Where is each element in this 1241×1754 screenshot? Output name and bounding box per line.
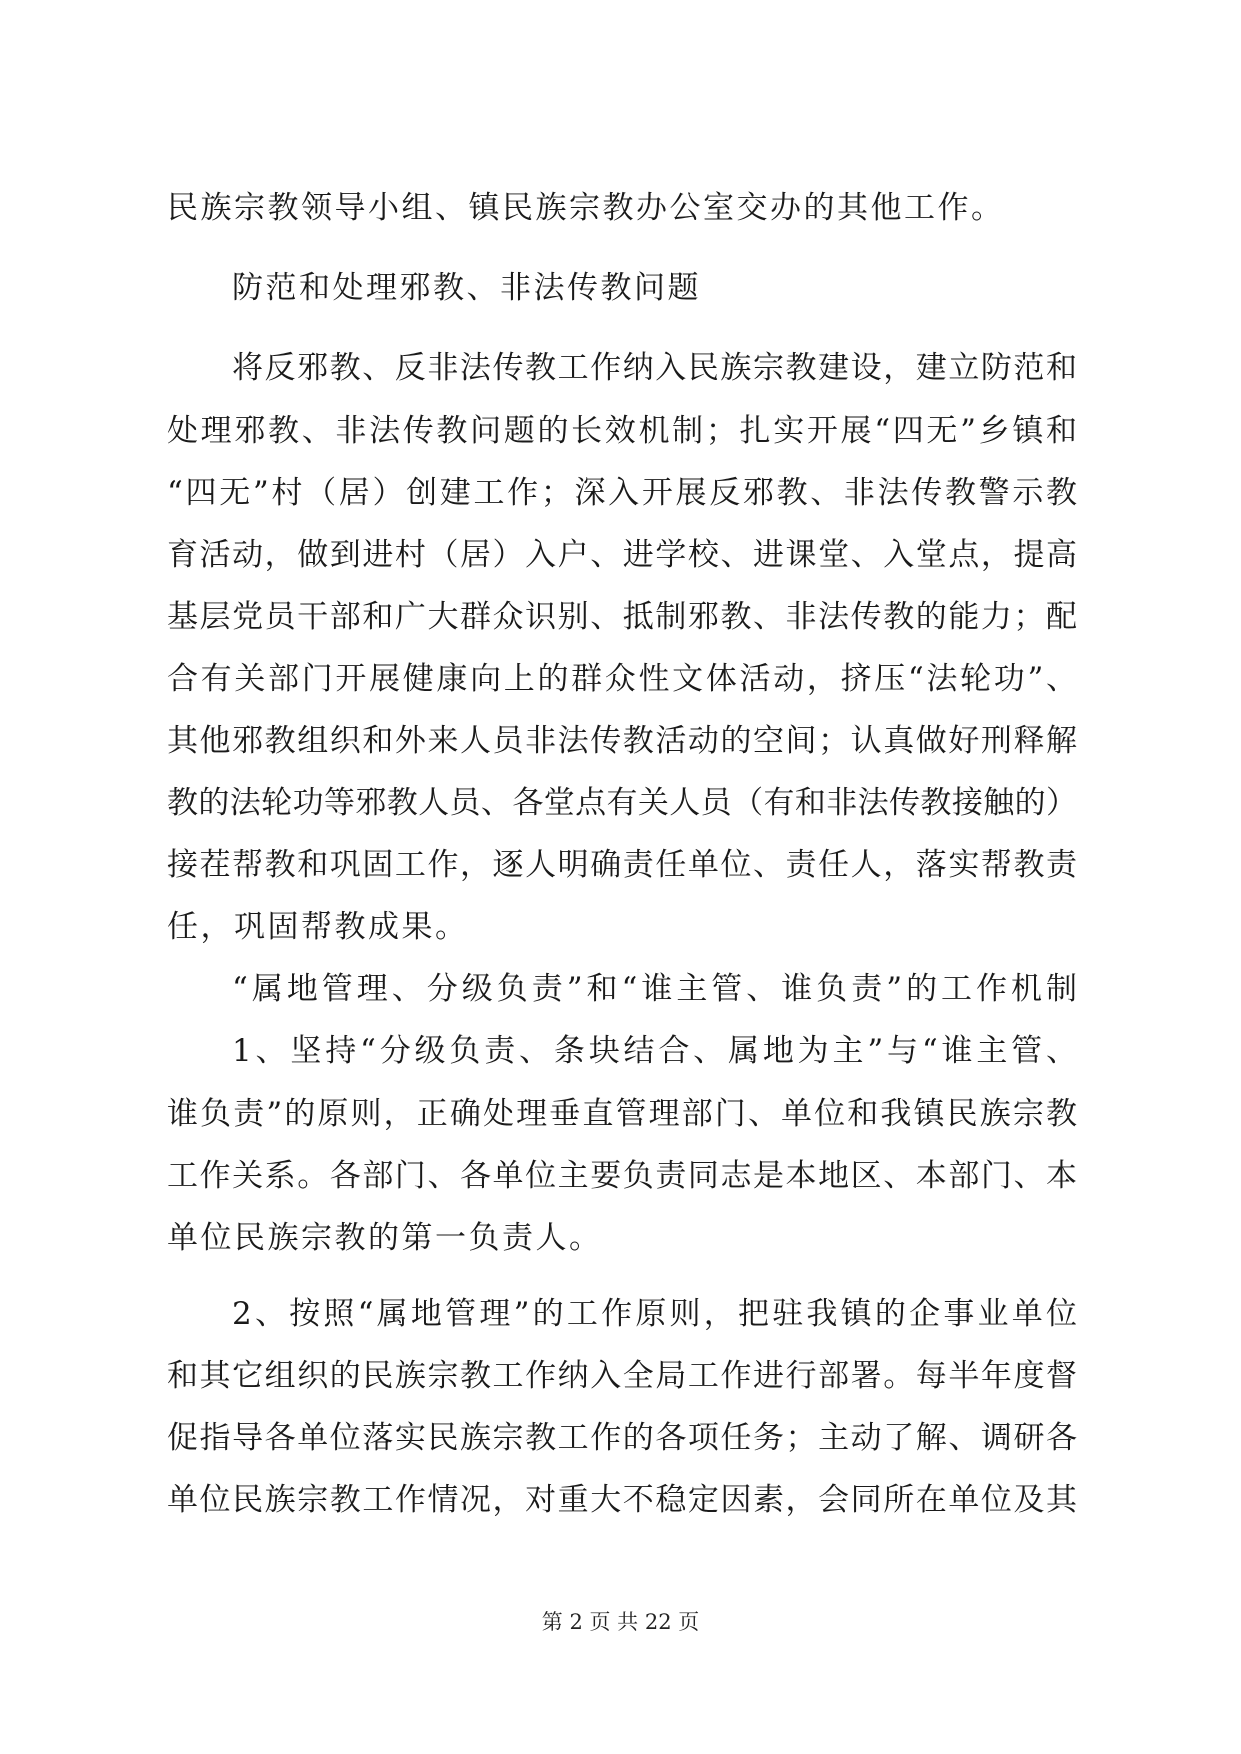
text-line: 基层党员干部和广大群众识别、抵制邪教、非法传教的能力；配: [167, 599, 1077, 635]
text-line: 工作关系。各部门、各单位主要负责同志是本地区、本部门、本: [167, 1158, 1077, 1194]
section-heading: “属地管理、分级负责”和“谁主管、谁负责”的工作机制: [232, 971, 1077, 1007]
text-line: 任，巩固帮教成果。: [167, 909, 469, 945]
section-heading: 防范和处理邪教、非法传教问题: [232, 270, 701, 306]
page-number: 第 2 页 共 22 页: [541, 1610, 700, 1634]
text-line: 将反邪教、反非法传教工作纳入民族宗教建设，建立防范和: [232, 350, 1077, 386]
text-line: 教的法轮功等邪教人员、各堂点有关人员（有和非法传教接触的）: [167, 785, 1077, 821]
text-line: 2、按照“属地管理”的工作原则，把驻我镇的企事业单位: [232, 1296, 1077, 1332]
text-line: “四无”村（居）创建工作；深入开展反邪教、非法传教警示教: [167, 475, 1077, 511]
text-line: 单位民族宗教的第一负责人。: [167, 1220, 603, 1256]
text-line: 育活动，做到进村（居）入户、进学校、进课堂、入堂点，提高: [167, 537, 1077, 573]
text-line: 处理邪教、非法传教问题的长效机制；扎实开展“四无”乡镇和: [167, 413, 1077, 449]
text-line: 谁负责”的原则，正确处理垂直管理部门、单位和我镇民族宗教: [167, 1096, 1077, 1132]
text-line: 单位民族宗教工作情况，对重大不稳定因素，会同所在单位及其: [167, 1482, 1077, 1518]
text-line: 1、坚持“分级负责、条块结合、属地为主”与“谁主管、: [232, 1033, 1077, 1069]
text-line: 其他邪教组织和外来人员非法传教活动的空间；认真做好刑释解: [167, 723, 1077, 759]
text-line: 接茬帮教和巩固工作，逐人明确责任单位、责任人，落实帮教责: [167, 847, 1077, 883]
text-line: 促指导各单位落实民族宗教工作的各项任务；主动了解、调研各: [167, 1420, 1077, 1456]
text-line: 合有关部门开展健康向上的群众性文体活动，挤压“法轮功”、: [167, 661, 1077, 697]
text-line: 和其它组织的民族宗教工作纳入全局工作进行部署。每半年度督: [167, 1358, 1077, 1394]
text-line: 民族宗教领导小组、镇民族宗教办公室交办的其他工作。: [167, 190, 1005, 226]
